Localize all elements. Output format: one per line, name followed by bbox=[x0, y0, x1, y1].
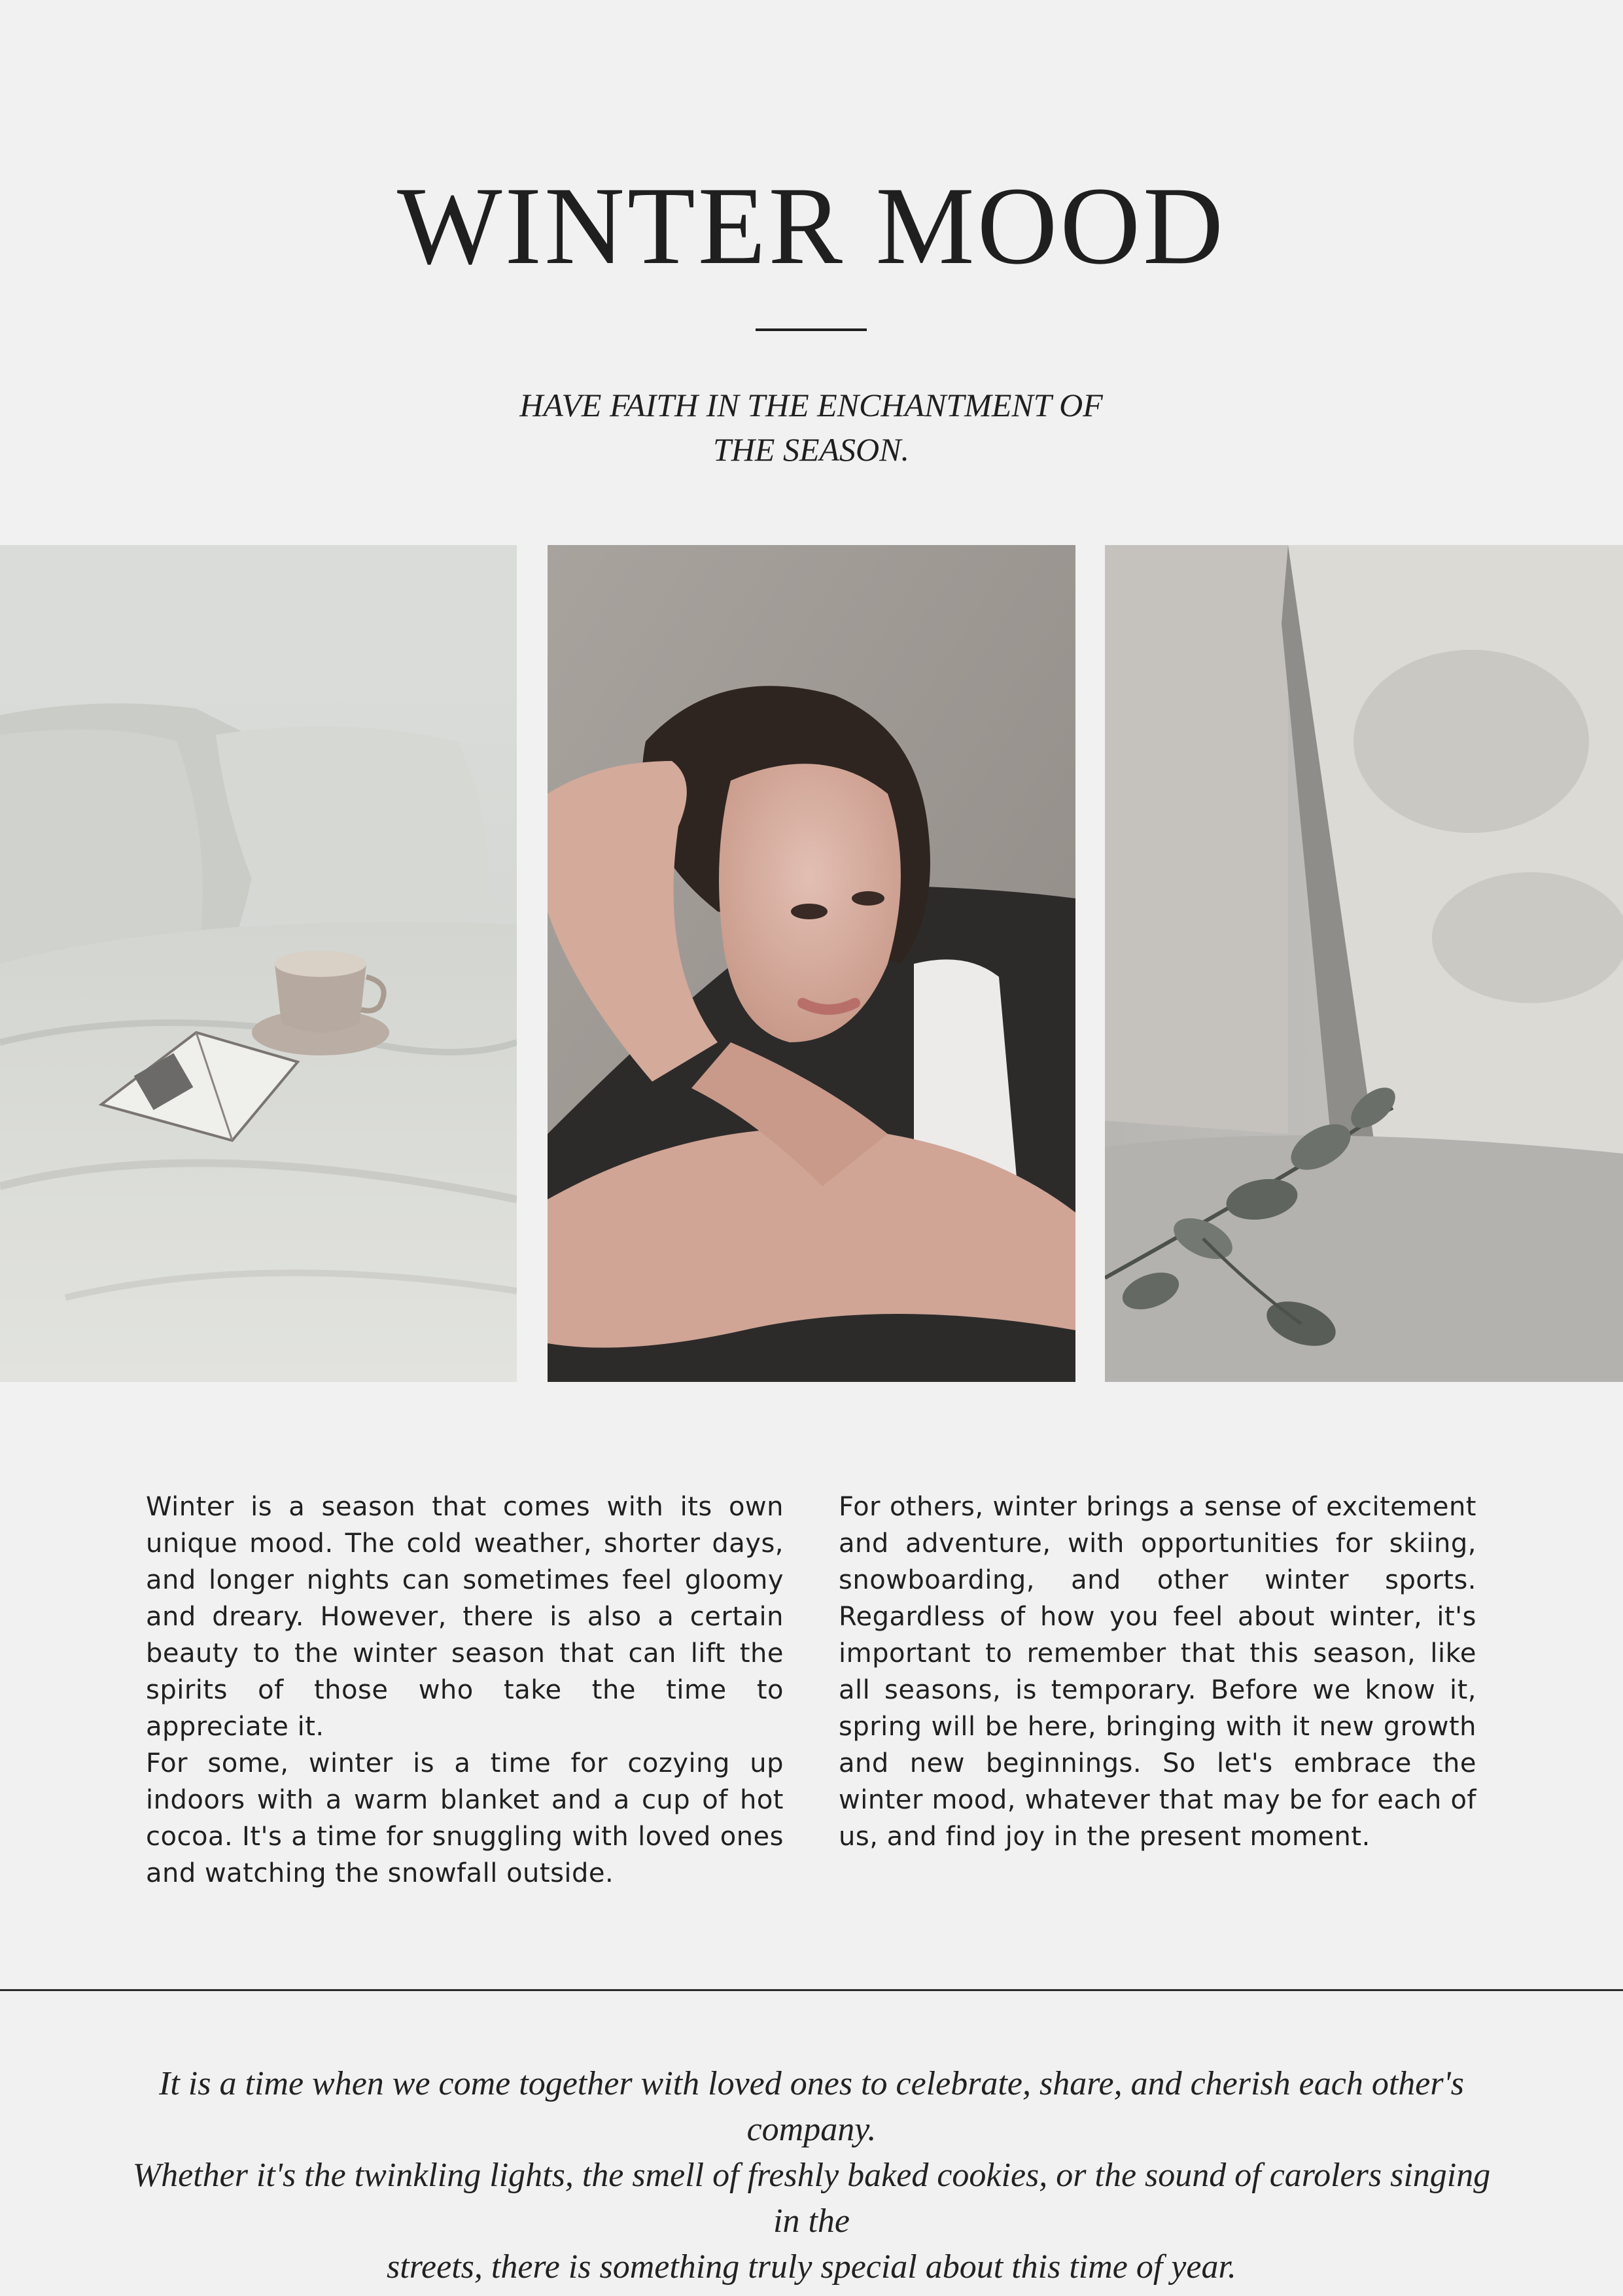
subtitle-line-2: THE SEASON. bbox=[713, 431, 909, 468]
body-paragraph: Winter is a season that comes with its own unique mood. The cold weather, shorter days, and longer nights can sometimes feel gloomy and dreary. However, there is also a certain beauty to the winter season that can lift the spirits of those who take the time to appreciate it. bbox=[146, 1492, 784, 1742]
quote-line-2: Whether it's the twinkling lights, the smell of freshly baked cookies, or the sound of carolers singing in the bbox=[132, 2157, 1491, 2240]
bed-with-coffee-and-magazine-photo bbox=[0, 545, 517, 1382]
shadow-and-eucalyptus-photo bbox=[1105, 545, 1623, 1382]
body-paragraph: For others, winter brings a sense of excitement and adventure, with opportunities for skiing, snowboarding, and other winter sports. Regardless of how you feel about winter, it's important to remember that this season, like all seasons, is temporary. Before we know it, spring will be here, bringing with it new growth and new beginnings. So let's embrace the winter mood, whatever that may be for each of us, and find joy in the present moment. bbox=[839, 1492, 1476, 1852]
subtitle-line-1: HAVE FAITH IN THE ENCHANTMENT OF bbox=[519, 387, 1103, 423]
closing-quote bbox=[131, 2061, 1492, 2290]
woman-portrait-photo bbox=[548, 545, 1075, 1382]
body-column-left bbox=[146, 1489, 784, 1892]
body-column-right bbox=[839, 1489, 1476, 1855]
subtitle bbox=[419, 383, 1204, 472]
page-title: WINTER MOOD bbox=[397, 164, 1226, 287]
quote-line-3: streets, there is something truly special about this time of year. bbox=[387, 2248, 1236, 2286]
body-paragraph: For some, winter is a time for cozying up indoors with a warm blanket and a cup of hot cocoa. It's a time for snuggling with loved ones and watching the snowfall outside. bbox=[146, 1748, 784, 1888]
title-underline bbox=[756, 328, 867, 331]
section-divider bbox=[0, 1989, 1623, 1991]
quote-line-1: It is a time when we come together with loved ones to celebrate, share, and cherish each other's company. bbox=[159, 2065, 1464, 2148]
